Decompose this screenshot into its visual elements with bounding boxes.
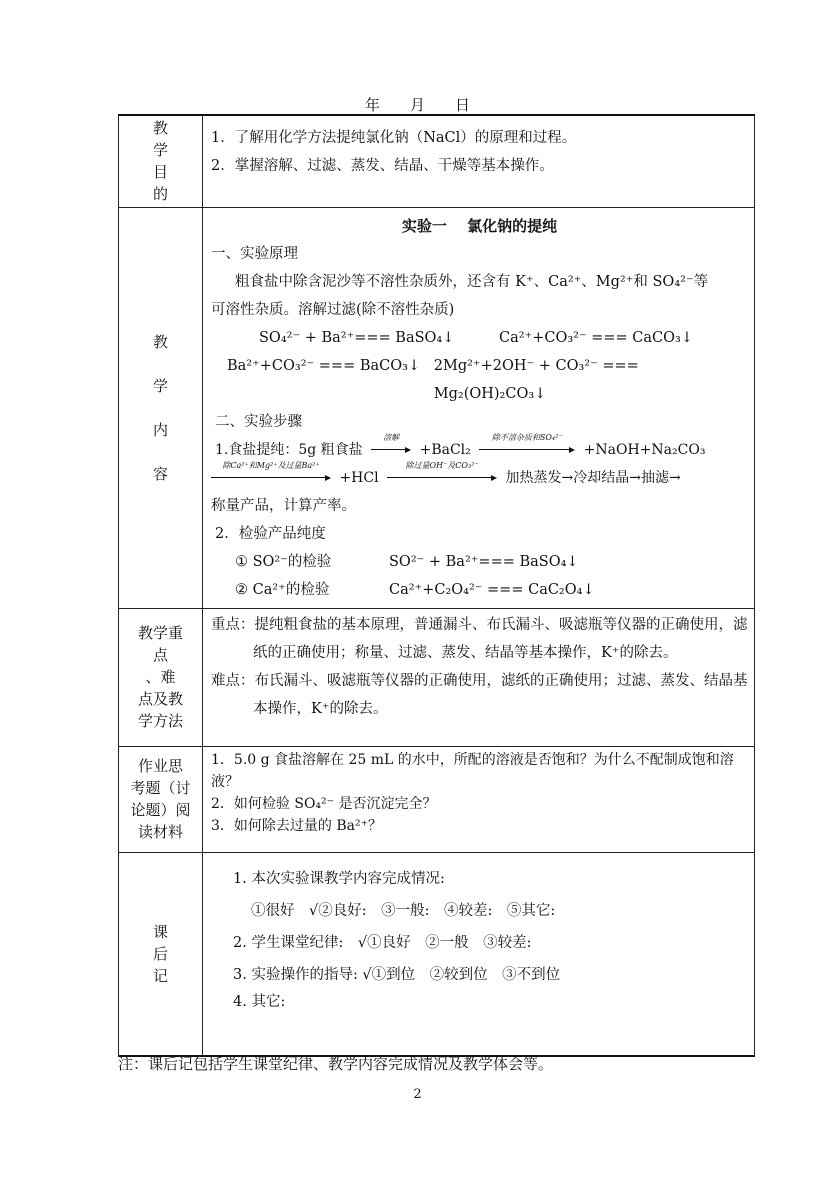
arrow-remove-oh xyxy=(387,460,497,492)
content-label-text: 教 学 内 容 xyxy=(152,332,168,483)
check-1-equation: SO²⁻ + Ba²⁺=== BaSO₄↓ xyxy=(389,553,579,570)
principle-para-2: 可溶性杂质。溶解过滤(除不溶性杂质) xyxy=(211,301,455,318)
footer-note: 注：课后记包括学生课堂纪律、教学内容完成情况及教学体会等。 xyxy=(118,1055,554,1073)
equation-1: SO₄²⁻ + Ba²⁺=== BaSO₄↓ xyxy=(259,329,455,346)
objectives-label xyxy=(119,115,203,207)
page-number: 2 xyxy=(413,1087,422,1102)
check-row-1 xyxy=(211,548,748,576)
notes-label xyxy=(119,852,203,1056)
objective-1: 1．了解用化学方法提纯氯化钠（NaCl）的原理和过程。 xyxy=(211,130,577,146)
step1-line2 xyxy=(211,460,748,492)
homework-q3: 3．如何除去过量的 Ba²⁺？ xyxy=(211,817,382,834)
notes-label-text: 课 后 记 xyxy=(152,922,168,985)
equation-row-1 xyxy=(211,324,748,352)
equation-2: Ca²⁺+CO₃²⁻ === CaCO₃↓ xyxy=(499,329,693,346)
experiment-title: 实验一 氯化钠的提纯 xyxy=(401,216,558,235)
step2: 2．检验产品纯度 xyxy=(215,525,326,542)
keypoints-difficulty: 难点：布氏漏斗、吸滤瓶等仪器的正确使用，滤纸的正确使用；过滤、蒸发、结晶基本操作，K⁺的除去。 xyxy=(211,672,748,717)
notes-item-3: 3. 实验操作的指导: √①到位 ②较到位 ③不到位 xyxy=(233,966,561,983)
notes-item-2: 2. 学生课堂纪律: √①良好 ②一般 ③较差: xyxy=(233,934,532,951)
date-line: 年 月 日 xyxy=(364,96,470,114)
objective-2: 2．掌握溶解、过滤、蒸发、结晶、干燥等基本操作。 xyxy=(211,158,554,174)
homework-row xyxy=(119,746,755,852)
objectives-row xyxy=(119,115,755,207)
step1-start: 1.食盐提纯：5g 粗食盐 xyxy=(215,441,363,458)
step1-end: 加热蒸发→冷却结晶→抽滤→ xyxy=(505,469,681,486)
step1-hcl: +HCl xyxy=(339,469,379,486)
objectives-label-text: 教 学 目 的 xyxy=(152,119,168,204)
homework-label-text: 作业思 考题（讨 论题）阅 读材料 xyxy=(130,757,191,841)
arrow-remove-ca-mg xyxy=(211,460,331,492)
check-2-equation: Ca²⁺+C₂O₄²⁻ === CaC₂O₄↓ xyxy=(389,581,595,598)
homework-label xyxy=(119,746,203,852)
equation-3: Ba²⁺+CO₃²⁻ === BaCO₃↓ xyxy=(227,357,421,374)
notes-item-1: 1. 本次实验课教学内容完成情况: xyxy=(233,870,445,887)
arrow-remove-sulfate-label: 除不溶杂质和SO₄²⁻ xyxy=(491,432,563,442)
section-steps: 二、实验步骤 xyxy=(215,413,302,430)
homework-q1: 1．5.0 g 食盐溶解在 25 mL 的水中，所配的溶液是否饱和？为什么不配制成饱和溶液？ xyxy=(211,751,734,790)
keypoints-label-text: 教学重 点 、难 点及教 学方法 xyxy=(137,624,183,730)
equation-4: 2Mg²⁺+2OH⁻ + CO₃²⁻ === Mg₂(OH)₂CO₃↓ xyxy=(433,357,639,402)
section-principle: 一、实验原理 xyxy=(211,245,298,262)
keypoints-label xyxy=(119,608,203,746)
step1-line3: 称量产品，计算产率。 xyxy=(211,497,356,514)
notes-item-1-options: ①很好 √②良好: ③一般: ④较差: ⑤其它: xyxy=(251,902,556,919)
arrow-remove-oh-label: 除过量OH⁻及CO₃²⁻ xyxy=(405,460,479,470)
check-1-label: ① SO²⁻的检验 xyxy=(235,553,332,570)
arrow-remove-ca-mg-label: 除Ca²⁺和Mg²⁺及过量Ba²⁺ xyxy=(222,460,320,470)
notes-row xyxy=(119,852,755,1056)
notes-item-4: 4. 其它: xyxy=(233,993,286,1010)
step1-bacl2: +BaCl₂ xyxy=(419,441,471,458)
arrow-dissolve-label: 溶解 xyxy=(383,432,400,442)
step1-naoh: +NaOH+Na₂CO₃ xyxy=(583,441,706,458)
principle-para-1: 粗食盐中除含泥沙等不溶性杂质外，还含有 K⁺、Ca²⁺、Mg²⁺和 SO₄²⁻等 xyxy=(235,273,709,290)
lesson-plan-table xyxy=(118,114,755,1057)
equation-row-2 xyxy=(211,352,748,408)
homework-q2: 2．如何检验 SO₄²⁻ 是否沉淀完全？ xyxy=(211,795,437,812)
keypoints-focus: 重点：提纯粗食盐的基本原理，普通漏斗、布氏漏斗、吸滤瓶等仪器的正确使用，滤纸的正确使用；称量、过滤、蒸发、结晶等基本操作，K⁺的除去。 xyxy=(211,616,748,661)
check-row-2 xyxy=(211,576,748,604)
check-2-label: ② Ca²⁺的检验 xyxy=(235,581,330,598)
keypoints-row xyxy=(119,608,755,746)
content-row xyxy=(119,207,755,608)
content-label xyxy=(119,207,203,608)
